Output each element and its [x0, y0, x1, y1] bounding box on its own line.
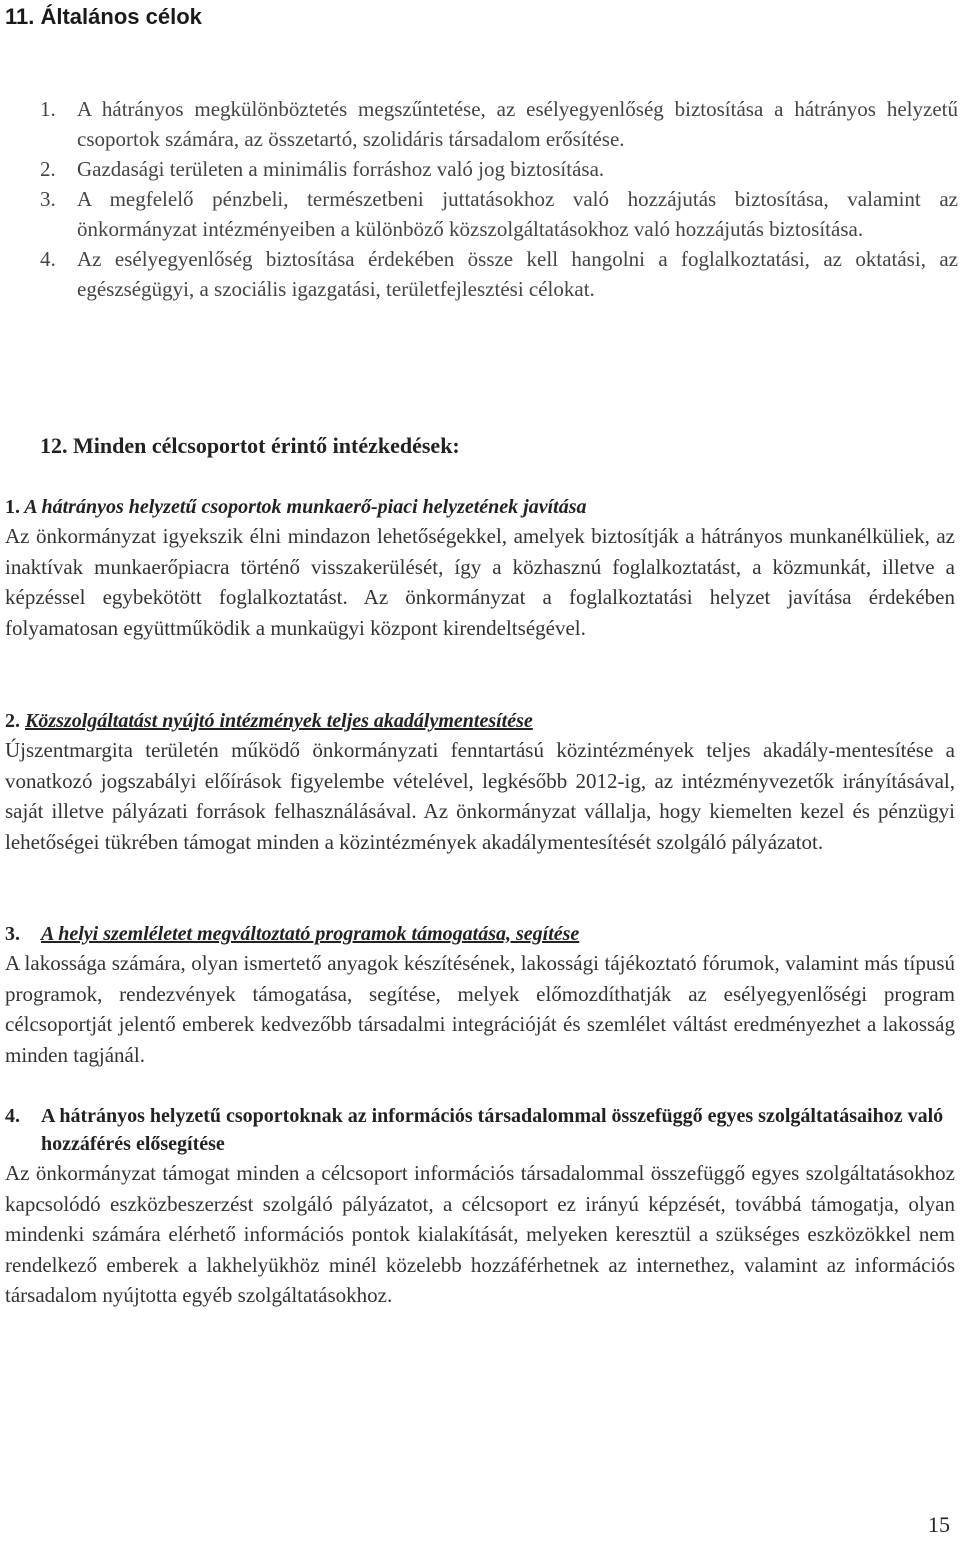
general-goals-list: [40, 94, 958, 304]
goal-number: 4.: [40, 247, 56, 271]
goal-item: [40, 244, 958, 304]
measure-title-text: Közszolgáltatást nyújtó intézmények teljes akadálymentesítése: [25, 710, 533, 732]
goal-item: [40, 184, 958, 244]
measure-body: Az önkormányzat támogat minden a célcsoport információs társadalommal összefüggő egyes szolgáltatásokhoz kapcsolódó eszközbeszerzést szolgáló pályázatot, a célcsoport ez irányú képzését, továbbá támogatja, olyan mindenki számára elérhető információs pontok kialakítását, melyeken keresztül a szükséges eszközökkel nem rendelkező emberek a lakhelyükhöz minél közelebb hozzáférhetnek az internethez, valamint az információs társadalom nyújtotta egyéb szolgáltatásokhoz.: [5, 1161, 955, 1308]
goal-item: [40, 154, 958, 184]
goal-item: [40, 94, 958, 154]
goal-number: 2.: [40, 157, 56, 181]
goal-text: Az esélyegyenlőség biztosítása érdekében össze kell hangolni a foglalkoztatási, az oktatási, az egészségügyi, a szociális igazgatási, területfejlesztési célokat.: [77, 247, 958, 301]
measure-title-text: A helyi szemléletet megváltoztató programok támogatása, segítése: [41, 923, 580, 945]
goal-text: Gazdasági területen a minimális forráshoz való jog biztosítása.: [77, 157, 605, 181]
measure-title-text: A hátrányos helyzetű csoportoknak az információs társadalommal összefüggő egyes szolgáltatásaihoz való hozzáférés elősegítése: [41, 1105, 944, 1155]
measure-title: [5, 1102, 955, 1158]
measure-title-text: A hátrányos helyzetű csoportok munkaerő-piaci helyzetének javítása: [24, 496, 587, 518]
measure-body: Az önkormányzat igyekszik élni mindazon lehetőségekkel, amelyek biztosítják a hátrányos munkanélküliek, az inaktívak munkaerőpiacra történő visszakerülését, így a közhasznú foglalkoztatást, a közmunkát, illetve a képzéssel egybekötött foglalkoztatást. Az önkormányzat a foglalkoztatási helyzet javítása érdekében folyamatosan együttműködik a munkaügyi központ kirendeltségével.: [5, 524, 955, 640]
measure-title: [5, 493, 955, 521]
section-11-heading: 11. Általános célok: [5, 4, 202, 29]
measure-body: A lakossága számára, olyan ismertető anyagok készítésének, lakossági tájékoztató fórumok, valamint más típusú programok, rendezvények támogatása, segítése, melyek előmozdíthatják az esélyegyenlőségi program célcsoportját jelentő emberek kedvezőbb társadalmi integrációját és szemlélet váltást eredményezhet a lakosság minden tagjánál.: [5, 951, 955, 1067]
page-number: 15: [928, 1512, 950, 1537]
measure-3: [5, 920, 955, 1070]
section-12-heading: 12. Minden célcsoportot érintő intézkedések:: [40, 433, 460, 458]
measure-number: 4.: [5, 1105, 20, 1127]
measure-title: [5, 707, 955, 735]
measure-body: Újszentmargita területén működő önkormányzati fenntartású közintézmények teljes akadály-mentesítése a vonatkozó jogszabályi előírások figyelembe vételével, legkésőbb 2012-ig, az intézményvezetők irányításával, saját illetve pályázati források felhasználásával. Az önkormányzat vállalja, hogy kiemelten kezel és pénzügyi lehetőségei tükrében támogat minden a közintézmények akadálymentesítését szolgáló pályázatot.: [5, 738, 955, 854]
goal-text: A megfelelő pénzbeli, természetbeni juttatásokhoz való hozzájutás biztosítása, valamint az önkormányzat intézményeiben a különböző közszolgáltatásokhoz való hozzájutás biztosítása.: [77, 187, 958, 241]
measure-number: 3.: [5, 923, 20, 945]
measure-2: [5, 707, 955, 857]
goal-number: 1.: [40, 97, 56, 121]
goal-text: A hátrányos megkülönböztetés megszűntetése, az esélyegyenlőség biztosítása a hátrányos helyzetű csoportok számára, az összetartó, szolidáris társadalom erősítése.: [77, 97, 958, 151]
measure-4: [5, 1102, 955, 1311]
measure-1: [5, 493, 955, 643]
goal-number: 3.: [40, 187, 56, 211]
measure-number: 1.: [5, 496, 20, 518]
measure-title: [5, 920, 955, 948]
measure-number: 2.: [5, 710, 20, 732]
